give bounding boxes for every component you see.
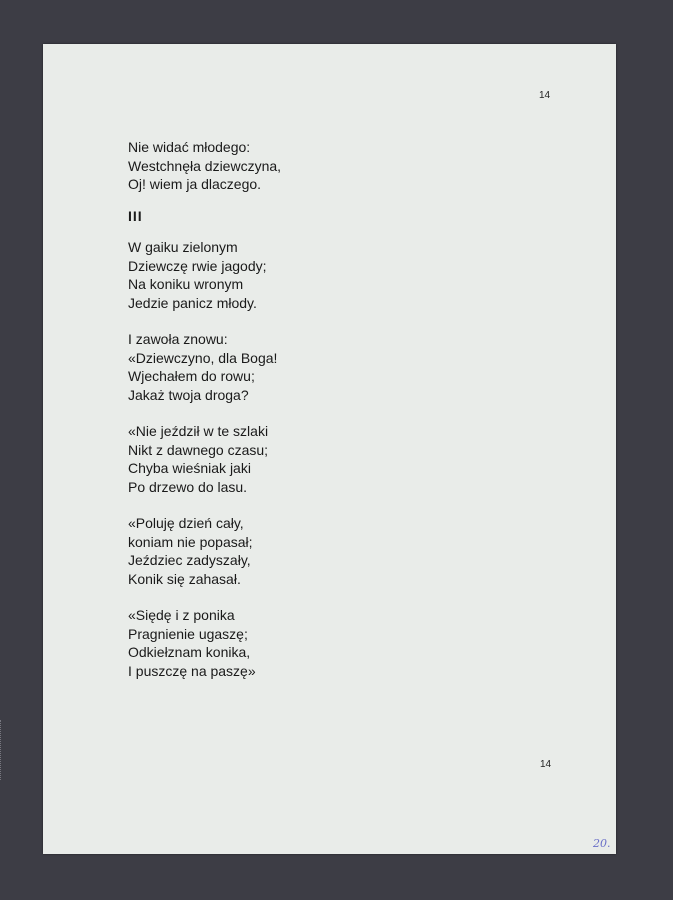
poem-line: Jeździec zadyszały,	[128, 552, 251, 568]
poem-line: Konik się zahasał.	[128, 570, 241, 587]
stanza-intro	[128, 138, 528, 194]
page-number-top: 14	[539, 90, 551, 101]
poem-line: Jakaż twoja droga?	[128, 386, 249, 403]
poem-line: I zawoła znowu:	[128, 331, 228, 347]
poem-line: Na koniku wronym	[128, 276, 244, 292]
poem-line: Nie widać młodego:	[128, 139, 251, 155]
poem-text	[128, 138, 528, 680]
poem-line: «Poluję dzień cały,	[128, 515, 244, 531]
poem-line: W gaiku zielonym	[128, 239, 238, 255]
poem-line: Oj! wiem ja dlaczego.	[128, 176, 262, 192]
poem-line: Dziewczę rwie jagody;	[128, 257, 267, 274]
scan-edge-mark	[0, 720, 9, 780]
handwritten-page-mark: 20.	[593, 837, 611, 850]
poem-line: Chyba wieśniak jaki	[128, 460, 251, 476]
poem-line: Nikt z dawnego czasu;	[128, 441, 269, 458]
poem-line: «Siędę i z ponika	[128, 607, 235, 623]
poem-line: Pragnienie ugaszę;	[128, 625, 248, 642]
poem-line: I puszczę na paszę»	[128, 662, 256, 679]
stanza-1	[128, 238, 528, 312]
poem-line: «Nie jeździł w te szlaki	[128, 423, 269, 439]
section-heading: III	[128, 207, 143, 224]
poem-line: Wjechałem do rowu;	[128, 368, 255, 384]
stanza-2	[128, 330, 528, 404]
poem-line: Odkiełznam konika,	[128, 644, 251, 660]
poem-line: «Dziewczyno, dla Boga!	[128, 349, 278, 366]
poem-line: Po drzewo do lasu.	[128, 478, 248, 495]
document-page	[43, 44, 616, 854]
page-number-bottom: 14	[540, 759, 552, 770]
stanza-5	[128, 606, 528, 680]
poem-line: koniam nie popasał;	[128, 533, 253, 550]
poem-line: Westchnęła dziewczyna,	[128, 157, 282, 174]
poem-line: Jedzie panicz młody.	[128, 294, 257, 311]
stanza-3	[128, 422, 528, 496]
stanza-4	[128, 514, 528, 588]
